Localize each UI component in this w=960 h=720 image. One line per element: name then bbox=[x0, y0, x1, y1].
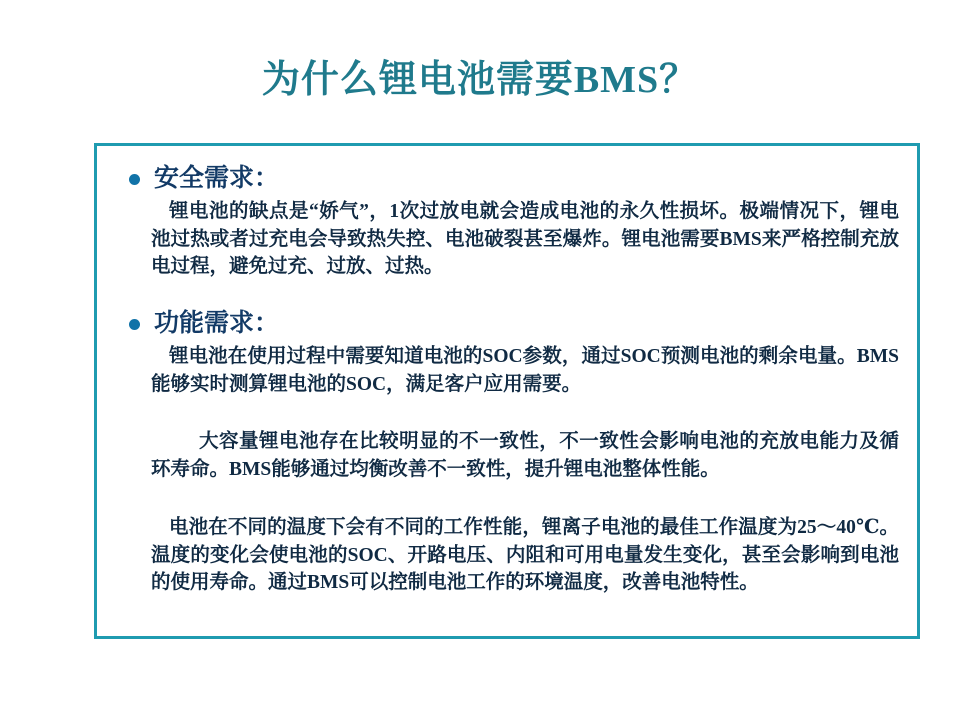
section-function-paragraph-3: 电池在不同的温度下会有不同的工作性能，锂离子电池的最佳工作温度为25～40℃。温度的变化会使电池的SOC、开路电压、内阻和可用电量发生变化，甚至会影响到电池的使用寿命。通过BMS可以控制电池工作的环境温度，改善电池特性。 bbox=[151, 516, 899, 594]
section-function bbox=[115, 309, 899, 597]
bullet-dot-icon bbox=[129, 319, 140, 330]
spacer bbox=[115, 281, 899, 303]
spacer bbox=[129, 398, 899, 428]
section-safety-paragraph-1: 锂电池的缺点是“娇气”，1次过放电就会造成电池的永久性损坏。极端情况下，锂电池过热或者过充电会导致热失控、电池破裂甚至爆炸。锂电池需要BMS来严格控制充放电过程，避免过充、过放、过热。 bbox=[151, 201, 899, 278]
section-safety bbox=[115, 164, 899, 281]
section-function-paragraph-2: 大容量锂电池存在比较明显的不一致性，不一致性会影响电池的充放电能力及循环寿命。BMS能够通过均衡改善不一致性，提升锂电池整体性能。 bbox=[151, 431, 899, 481]
content-box bbox=[94, 143, 920, 639]
spacer bbox=[129, 484, 899, 514]
section-function-header bbox=[129, 309, 899, 339]
section-function-label: 功能需求： bbox=[154, 310, 280, 338]
bullet-dot-icon bbox=[129, 174, 140, 185]
page-title: 为什么锂电池需要BMS？ bbox=[261, 59, 699, 101]
section-safety-header bbox=[129, 164, 899, 194]
section-safety-label: 安全需求： bbox=[154, 165, 280, 192]
section-function-paragraph-1: 锂电池在使用过程中需要知道电池的SOC参数，通过SOC预测电池的剩余电量。BMS能够实时测算锂电池的SOC，满足客户应用需要。 bbox=[151, 346, 899, 395]
